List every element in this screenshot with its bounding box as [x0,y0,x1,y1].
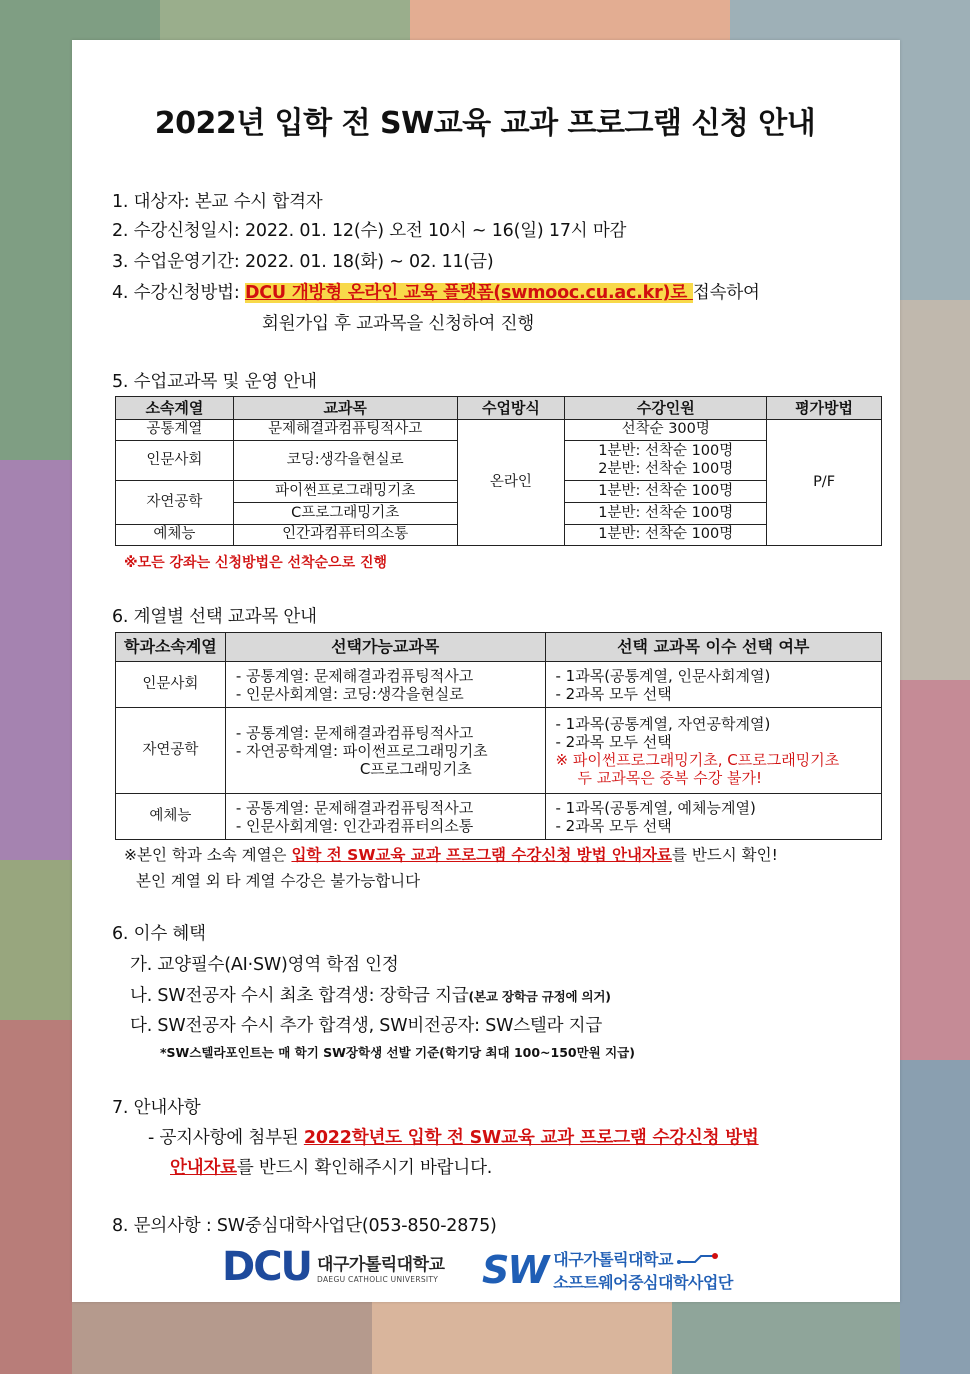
section6-heading: 6. 계열별 선택 교과목 안내 [112,607,317,627]
sw-line2: 소프트웨어중심대학사업단 [553,1273,733,1292]
notice-guide-link[interactable]: 2022학년도 입학 전 SW교육 교과 프로그램 수강신청 방법 [303,1128,759,1148]
item-class-period: 3. 수업운영기간: 2022. 01. 18(화) ~ 02. 11(금) [112,252,494,272]
table-cell: 공통계열 [116,420,234,441]
table-cell: 1분반: 선착순 100명 2분반: 선착순 100명 [565,441,767,481]
sw-mark: SW [482,1248,548,1292]
stella-note: *SW스텔라포인트는 매 학기 SW장학생 선발 기준(학기당 최대 100~150만원 지급) [160,1045,635,1060]
section6-note: ※본인 학과 소속 계열은 입학 전 SW교육 교과 프로그램 수강신청 방법 안내자료를 반드시 확인! [124,846,778,864]
first-come-note: ※모든 강좌는 신청방법은 선착순으로 진행 [124,555,388,571]
circuit-icon [677,1252,719,1266]
col-method: 수업방식 [457,397,565,420]
col-group: 소속계열 [116,397,234,420]
dcu-korean-name: 대구가톨릭대학교 [317,1255,445,1275]
method-cell: 온라인 [457,420,565,546]
section6-note-line2: 본인 계열 외 타 계열 수강은 불가능합니다 [136,872,421,890]
section5-heading: 5. 수업교과목 및 운영 안내 [112,372,317,392]
table-cell: 1분반: 선착순 100명 [565,503,767,525]
dcu-english-name: DAEGU CATHOLIC UNIVERSITY [317,1275,439,1284]
col-choice: 선택 교과목 이수 선택 여부 [545,633,882,662]
duplicate-warning: ※ 파이썬프로그래밍기초, C프로그래밍기초 [555,750,840,769]
table-cell: 인문사회 [116,662,226,708]
table-cell: 인문사회 [116,441,234,481]
benefit-b: 나. SW전공자 수시 최초 합격생: 장학금 지급(본교 장학금 규정에 의거) [130,986,611,1006]
table-cell: - 1과목(공통계열, 예체능계열) - 2과목 모두 선택 [545,794,882,840]
dcu-logo [222,1244,445,1290]
table-cell: 자연공학 [116,481,234,525]
table-cell: - 공통계열: 문제해결과컴퓨팅적사고 - 자연공학계열: 파이썬프로그래밍기초 C프로그래밍기초 [225,708,545,794]
evaluation-cell: P/F [767,420,882,546]
benefit-c: 다. SW전공자 수시 추가 합격생, SW비전공자: SW스텔라 지급 [130,1016,603,1036]
benefits-heading: 6. 이수 혜택 [112,924,206,944]
col-capacity: 수강인원 [565,397,767,420]
item-method: 4. 수강신청방법: DCU 개방형 온라인 교육 플랫폼(swmooc.cu.ac.kr)로 접속하여 [112,283,760,303]
col-course: 교과목 [233,397,457,420]
col-available: 선택가능교과목 [225,633,545,662]
col-dept: 학과소속계열 [116,633,226,662]
table-cell: 1분반: 선착순 100명 [565,481,767,503]
table-cell: 인간과컴퓨터의소통 [233,525,457,546]
contact-info: 8. 문의사항 : SW중심대학사업단(053-850-2875) [112,1216,497,1236]
item-method-line2: 회원가입 후 교과목을 신청하여 진행 [262,314,535,334]
sw-line1: 대구가톨릭대학교 [553,1250,673,1269]
table-cell: - 1과목(공통계열, 인문사회계열) - 2과목 모두 선택 [545,662,882,708]
dcu-mark: DCU [222,1244,312,1290]
table-cell: C프로그래밍기초 [233,503,457,525]
guide-link[interactable]: 입학 전 SW교육 교과 프로그램 수강신청 방법 안내자료 [291,846,672,864]
notice-line1: - 공지사항에 첨부된 2022학년도 입학 전 SW교육 교과 프로그램 수강신청 방법 [148,1128,759,1148]
col-evaluation: 평가방법 [767,397,882,420]
benefit-a: 가. 교양필수(AI·SW)영역 학점 인정 [130,955,399,975]
item-registration-period: 2. 수강신청일시: 2022. 01. 12(수) 오전 10시 ~ 16(일) 17시 마감 [112,221,627,241]
notice-line2: 안내자료를 반드시 확인해주시기 바랍니다. [170,1158,493,1178]
table-cell: 예체능 [116,794,226,840]
course-table [115,396,882,546]
selection-table [115,632,882,840]
table-cell: 문제해결과컴퓨팅적사고 [233,420,457,441]
table-cell: 파이썬프로그래밍기초 [233,481,457,503]
table-cell: 선착순 300명 [565,420,767,441]
table-cell: 자연공학 [116,708,226,794]
table-cell: - 공통계열: 문제해결과컴퓨팅적사고 - 인문사회계열: 코딩:생각을현실로 [225,662,545,708]
item-target: 1. 대상자: 본교 수시 합격자 [112,192,323,212]
table-cell: 코딩:생각을현실로 [233,441,457,481]
page-title: 2022년 입학 전 SW교육 교과 프로그램 신청 안내 [154,106,816,141]
table-cell: - 공통계열: 문제해결과컴퓨팅적사고 - 인문사회계열: 인간과컴퓨터의소통 [225,794,545,840]
table-cell: - 1과목(공통계열, 자연공학계열) - 2과목 모두 선택 ※ 파이썬프로그래밍기초, C프로그래밍기초 두 교과목은 중복 수강 불가! [545,708,882,794]
sw-logo [482,1247,733,1293]
table-cell: 1분반: 선착순 100명 [565,525,767,546]
table-cell: 예체능 [116,525,234,546]
platform-link[interactable]: DCU 개방형 온라인 교육 플랫폼(swmooc.cu.ac.kr)로 [244,283,693,303]
notice-heading: 7. 안내사항 [112,1098,201,1118]
